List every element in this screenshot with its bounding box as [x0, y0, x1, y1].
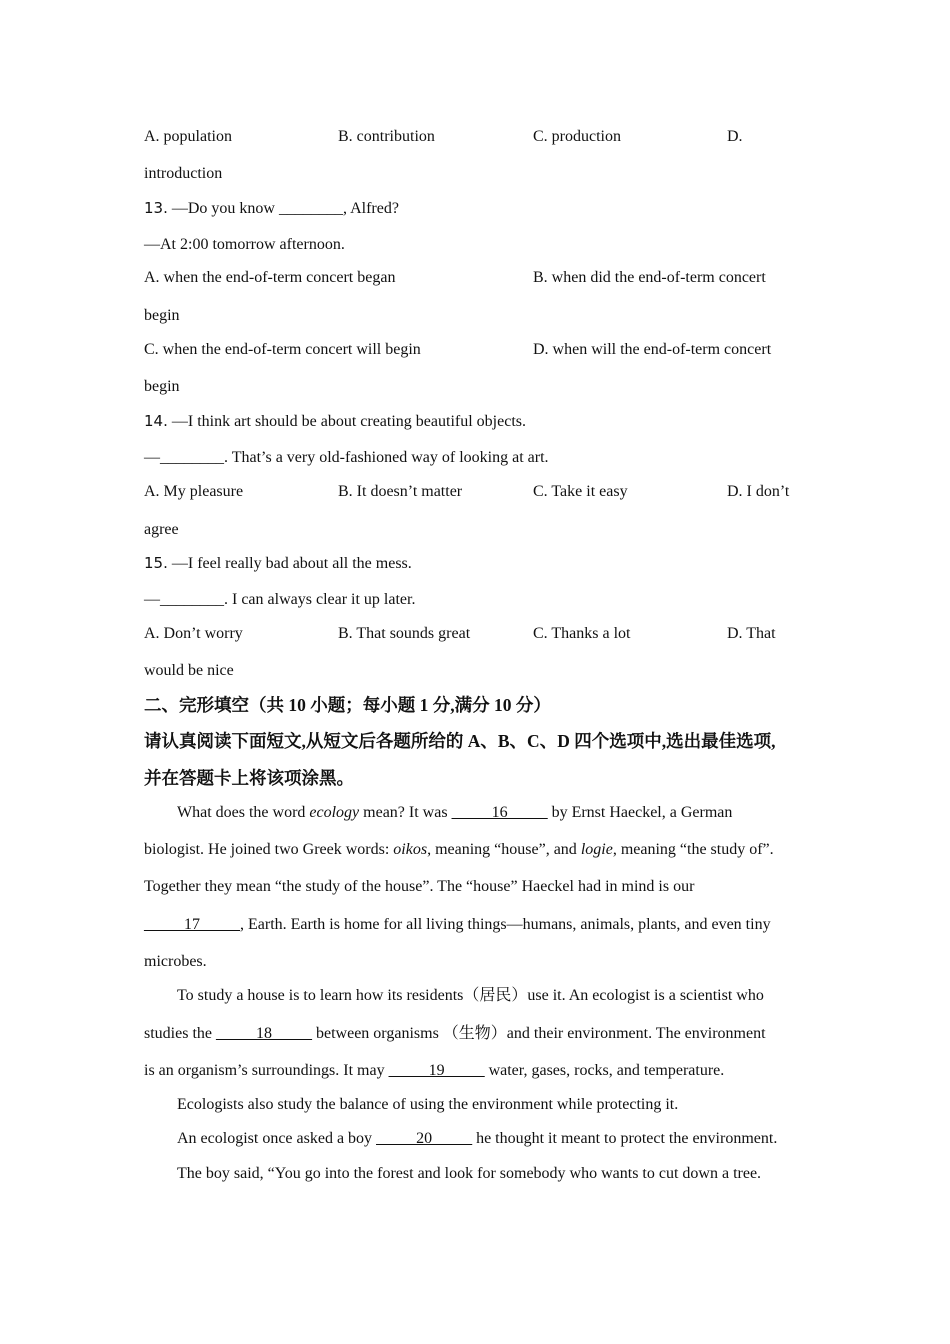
q13-option-d: D. when will the end-of-term concert: [533, 341, 772, 358]
text: , meaning “house”, and: [427, 841, 581, 858]
text: An ecologist once asked a boy: [177, 1130, 377, 1147]
q15-prompt-text: —I feel really bad about all the mess.: [171, 555, 412, 572]
q15-option-a: A. Don’t worry: [144, 625, 243, 642]
q14-option-a: A. My pleasure: [144, 483, 244, 500]
q12-option-b: B. contribution: [338, 128, 435, 145]
q13-option-d-continued: begin: [144, 378, 180, 395]
q13-number: 13.: [144, 199, 168, 217]
q14-prompt: [144, 411, 526, 432]
q13-option-a: A. when the end-of-term concert began: [144, 269, 396, 286]
q15-option-d: D. That: [727, 625, 776, 642]
section2-title: 二、完形填空（共 10 小题；每小题 1 分,满分 10 分）: [144, 695, 551, 715]
passage-p5: The boy said, “You go into the forest and look for somebody who wants to cut down a tree.: [177, 1165, 762, 1182]
q15-prompt: [144, 553, 412, 574]
section2-instruction-line1: 请认真阅读下面短文,从短文后各题所给的 A、B、C、D 四个选项中,选出最佳选项,: [144, 731, 776, 751]
text: What does the word: [177, 804, 310, 821]
q15-option-d-continued: would be nice: [144, 662, 234, 679]
passage-p4: [177, 1129, 777, 1149]
text: studies the: [144, 1025, 216, 1042]
text: is an organism’s surroundings. It may: [144, 1062, 389, 1079]
q15-option-c: C. Thanks a lot: [533, 625, 631, 642]
blank-19: _____19_____: [388, 1062, 485, 1079]
text: he thought it meant to protect the environment.: [472, 1130, 778, 1147]
q13-option-c: C. when the end-of-term concert will begin: [144, 341, 421, 358]
q13-prompt-text: —Do you know ________, Alfred?: [171, 200, 399, 217]
q13-option-b: B. when did the end-of-term concert: [533, 269, 766, 286]
q14-option-b: B. It doesn’t matter: [338, 483, 463, 500]
text: mean? It was: [359, 804, 452, 821]
section2-instruction-line2: 并在答题卡上将该项涂黑。: [144, 768, 354, 788]
q15-option-b: B. That sounds great: [338, 625, 471, 642]
word-oikos: oikos: [393, 841, 428, 858]
passage-p1-line4: [144, 915, 771, 935]
q12-option-a: A. population: [144, 128, 232, 145]
q14-option-d-continued: agree: [144, 521, 179, 538]
text: , Earth. Earth is home for all living things—humans, animals, plants, and even tiny: [240, 916, 771, 933]
text: biologist. He joined two Greek words:: [144, 841, 394, 858]
q15-number: 15.: [144, 554, 168, 572]
q13-prompt: [144, 198, 399, 219]
q14-reply: —________. That’s a very old-fashioned way of looking at art.: [144, 449, 549, 466]
passage-p1-line3: Together they mean “the study of the house”. The “house” Haeckel had in mind is our: [144, 878, 695, 895]
q12-option-c: C. production: [533, 128, 621, 145]
passage-p2-line3: [144, 1061, 724, 1081]
q14-prompt-text: —I think art should be about creating beautiful objects.: [171, 413, 526, 430]
passage-p3: Ecologists also study the balance of using the environment while protecting it.: [177, 1096, 679, 1113]
q12-option-d: D.: [727, 128, 743, 145]
q13-reply: —At 2:00 tomorrow afternoon.: [144, 236, 345, 253]
passage-p2-line1: To study a house is to learn how its residents（居民）use it. An ecologist is a scientist who: [177, 987, 764, 1004]
blank-20: _____20_____: [376, 1130, 473, 1147]
text: water, gases, rocks, and temperature.: [484, 1062, 725, 1079]
passage-p1-line5: microbes.: [144, 953, 207, 970]
text: between organisms （生物）and their environment. The environment: [312, 1025, 766, 1042]
q14-number: 14.: [144, 412, 168, 430]
q14-option-c: C. Take it easy: [533, 483, 628, 500]
text: , meaning “the study of”.: [612, 841, 774, 858]
blank-17: _____17_____: [144, 916, 240, 933]
passage-p1-line2: [144, 840, 774, 860]
text: by Ernst Haeckel, a German: [547, 804, 733, 821]
word-ecology: ecology: [309, 804, 360, 821]
q14-option-d: D. I don’t: [727, 483, 790, 500]
blank-16: _____16_____: [451, 804, 548, 821]
word-logie: logie: [580, 841, 613, 858]
passage-p1-line1: [177, 803, 732, 823]
passage-p2-line2: [144, 1024, 766, 1044]
q15-reply: —________. I can always clear it up later.: [144, 591, 416, 608]
blank-18: _____18_____: [216, 1025, 312, 1042]
q12-option-d-continued: introduction: [144, 165, 223, 182]
q13-option-b-continued: begin: [144, 307, 180, 324]
